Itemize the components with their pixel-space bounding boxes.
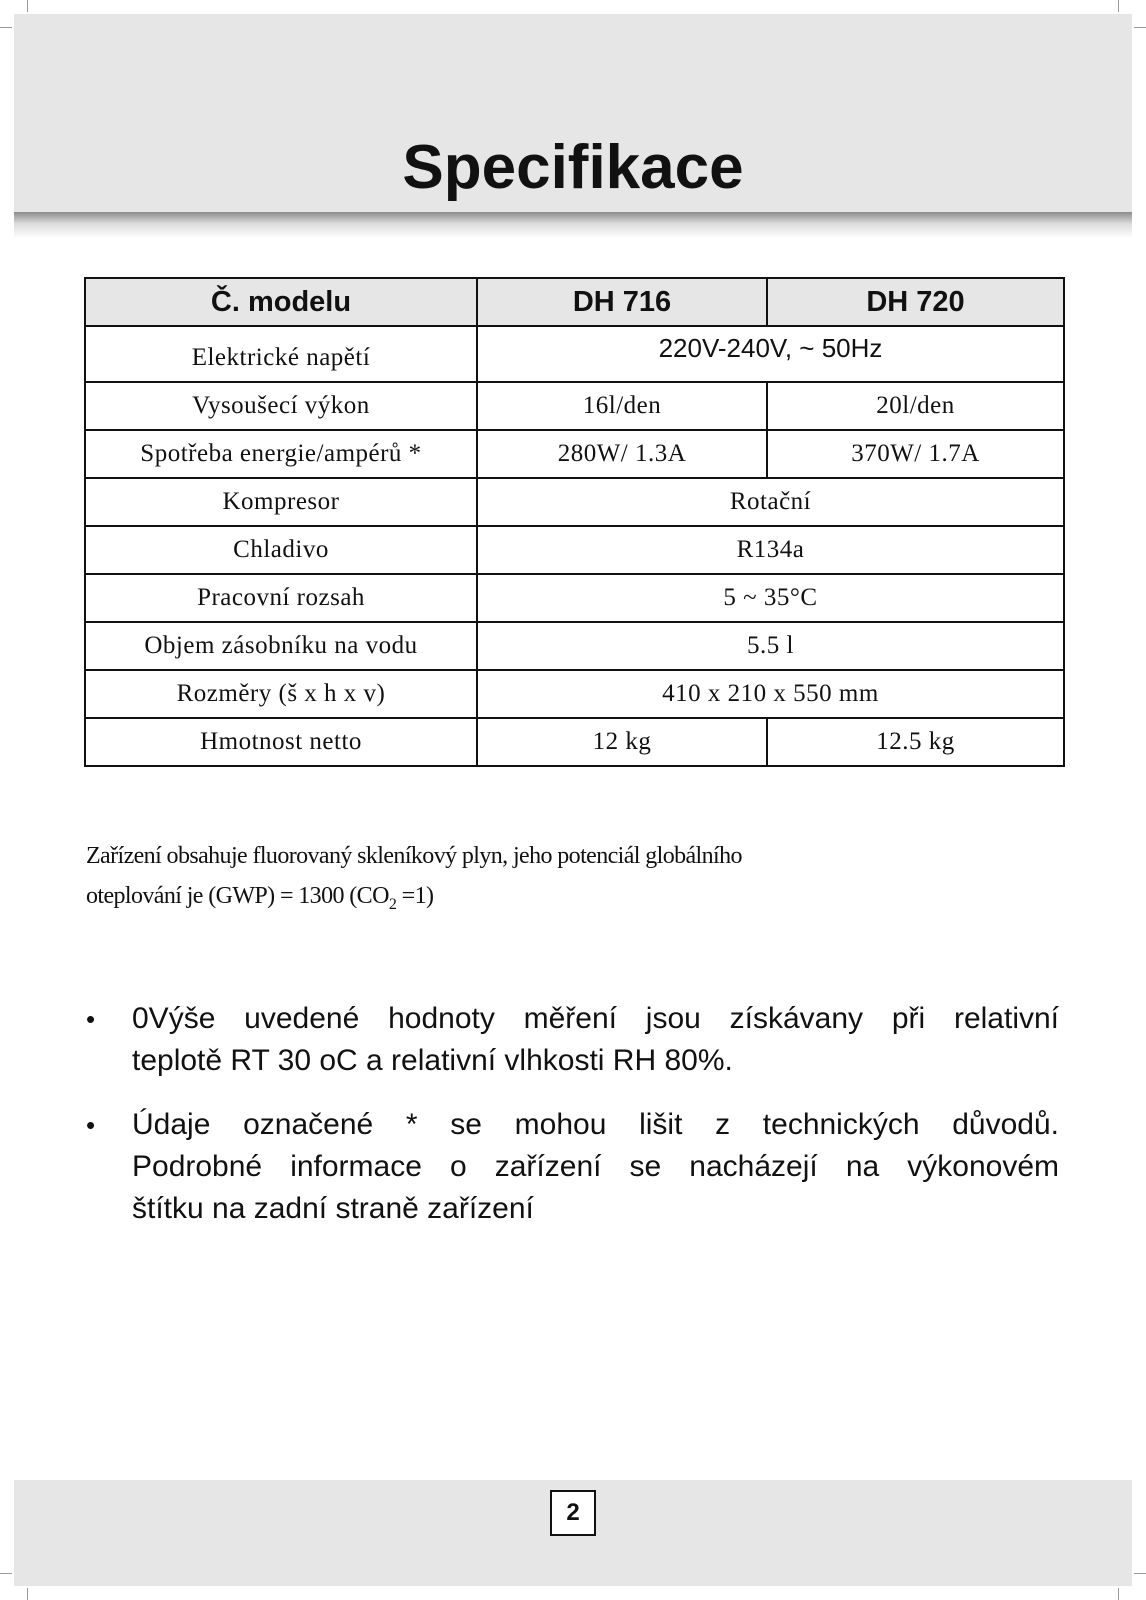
row-label: Chladivo bbox=[85, 526, 477, 574]
crop-mark bbox=[1134, 27, 1146, 28]
row-label: Kompresor bbox=[85, 478, 477, 526]
table-row bbox=[85, 718, 1064, 766]
list-item bbox=[84, 998, 1059, 1082]
crop-mark bbox=[0, 1573, 12, 1574]
table-row bbox=[85, 478, 1064, 526]
co2-subscript: 2 bbox=[388, 895, 397, 913]
voltage-value: 220V-240V, ~ 50Hz bbox=[477, 326, 1064, 382]
table-row bbox=[85, 670, 1064, 718]
cell-shared: 5 ~ 35°C bbox=[477, 574, 1064, 622]
note-line: teplotě RT 30 oC a relativní vlhkosti RH 80%. bbox=[132, 1044, 733, 1077]
table-row bbox=[85, 382, 1064, 430]
row-label: Rozměry (š x h x v) bbox=[85, 670, 477, 718]
page-title: Specifikace bbox=[402, 133, 744, 202]
spec-table bbox=[84, 277, 1065, 767]
note-text bbox=[132, 998, 1059, 1082]
table-header-row bbox=[85, 278, 1064, 326]
note-line: 0Výše uvedené hodnoty měření jsou získávany při relativní bbox=[132, 1002, 1059, 1035]
cell-shared: 410 x 210 x 550 mm bbox=[477, 670, 1064, 718]
header-cell-dh720: DH 720 bbox=[767, 278, 1064, 326]
row-label: Vysoušecí výkon bbox=[85, 382, 477, 430]
note-line: Údaje označené * se mohou lišit z technických důvodů. bbox=[132, 1108, 1059, 1141]
gas-note-line: Zařízení obsahuje fluorovaný skleníkový plyn, jeho potenciál globálního bbox=[86, 843, 742, 869]
note-line: štítku na zadní straně zařízení bbox=[132, 1192, 534, 1225]
row-label: Spotřeba energie/ampérů * bbox=[85, 430, 477, 478]
gas-note-line bbox=[86, 876, 886, 925]
header-cell-model: Č. modelu bbox=[85, 278, 477, 326]
gwp-text: oteplování je (GWP) = 1300 (CO bbox=[86, 883, 389, 909]
list-item bbox=[84, 1104, 1059, 1230]
crop-mark bbox=[1118, 1588, 1119, 1600]
table-row bbox=[85, 326, 1064, 382]
crop-mark bbox=[27, 1588, 28, 1600]
refrigerant-gas-note bbox=[86, 836, 886, 925]
crop-mark bbox=[1134, 1573, 1146, 1574]
row-label: Hmotnost netto bbox=[85, 718, 477, 766]
header-shadow bbox=[14, 212, 1132, 238]
notes-list bbox=[84, 998, 1059, 1252]
cell-dh716: 12 kg bbox=[477, 718, 767, 766]
cell-shared: 5.5 l bbox=[477, 622, 1064, 670]
row-label: Elektrické napětí bbox=[85, 326, 477, 382]
bullet-icon: • bbox=[86, 1110, 96, 1140]
table-row bbox=[85, 622, 1064, 670]
crop-mark bbox=[1118, 0, 1119, 12]
crop-mark bbox=[0, 27, 12, 28]
cell-dh720: 370W/ 1.7A bbox=[767, 430, 1064, 478]
gwp-text-end: =1) bbox=[396, 883, 434, 909]
note-text bbox=[132, 1104, 1059, 1230]
bullet-icon: • bbox=[86, 1004, 96, 1034]
crop-mark bbox=[27, 0, 28, 12]
note-line: Podrobné informace o zařízení se nacházejí na výkonovém bbox=[132, 1150, 1059, 1183]
row-label: Objem zásobníku na vodu bbox=[85, 622, 477, 670]
cell-dh720: 12.5 kg bbox=[767, 718, 1064, 766]
page-number: 2 bbox=[550, 1490, 596, 1536]
cell-dh716: 280W/ 1.3A bbox=[477, 430, 767, 478]
cell-dh716: 16l/den bbox=[477, 382, 767, 430]
table-row bbox=[85, 526, 1064, 574]
table-row bbox=[85, 574, 1064, 622]
cell-shared: Rotační bbox=[477, 478, 1064, 526]
header-cell-dh716: DH 716 bbox=[477, 278, 767, 326]
table-row bbox=[85, 430, 1064, 478]
row-label: Pracovní rozsah bbox=[85, 574, 477, 622]
cell-dh720: 20l/den bbox=[767, 382, 1064, 430]
cell-shared: R134a bbox=[477, 526, 1064, 574]
